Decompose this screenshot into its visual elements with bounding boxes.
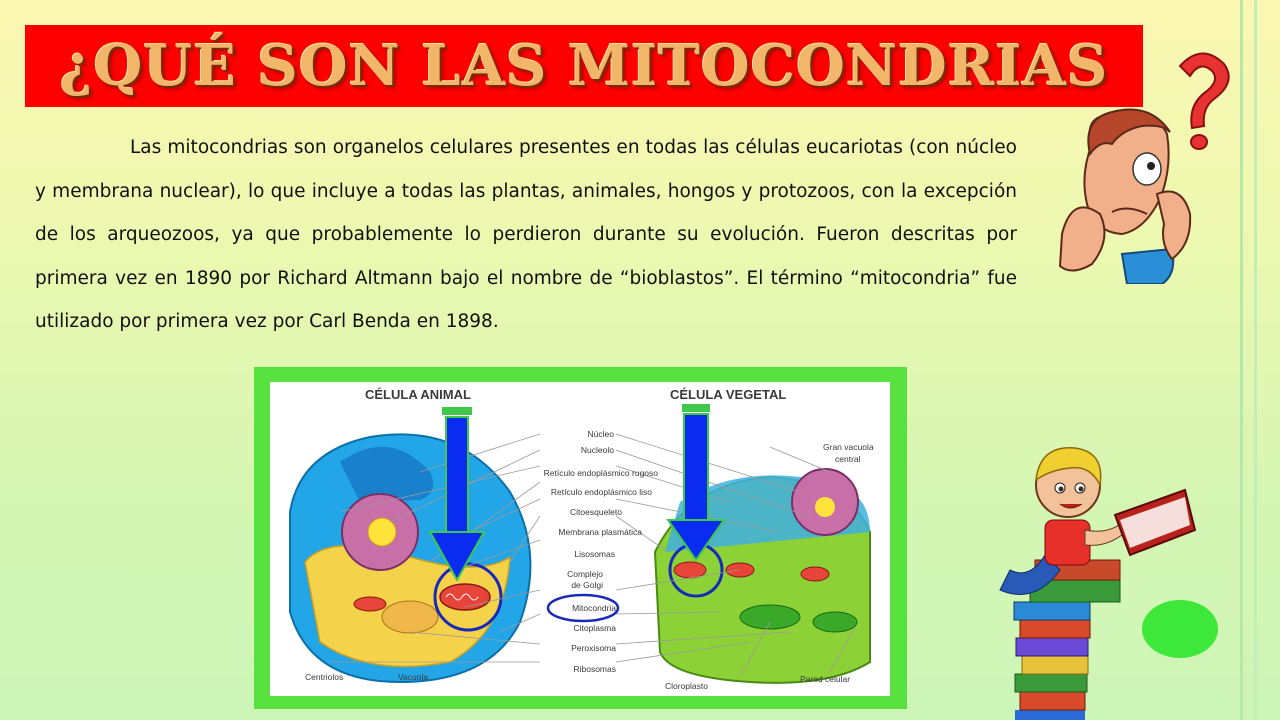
label-citoesqueleto: Citoesqueleto bbox=[570, 507, 622, 517]
green-dot-decoration bbox=[1142, 600, 1218, 658]
label-gran-vacuola: Gran vacuola bbox=[823, 442, 874, 452]
label-membrana: Membrana plasmática bbox=[558, 527, 642, 537]
label-rel: Retículo endoplásmico liso bbox=[550, 487, 652, 497]
label-central: central bbox=[835, 454, 861, 464]
label-nucleolo: Nucleolo bbox=[580, 445, 614, 455]
plant-cell-header: CÉLULA VEGETAL bbox=[670, 387, 787, 402]
animal-cell-header: CÉLULA ANIMAL bbox=[365, 387, 471, 402]
cell-diagram bbox=[270, 382, 890, 696]
boy-on-books-illustration bbox=[990, 430, 1200, 720]
label-citoplasma: Citoplasma bbox=[573, 623, 616, 633]
label-complejo: Complejo bbox=[567, 569, 603, 579]
label-vacuola: Vacuola bbox=[398, 672, 429, 682]
thinking-person-illustration bbox=[1052, 44, 1242, 284]
label-centriolos: Centriolos bbox=[305, 672, 344, 682]
label-nucleo: Núcleo bbox=[587, 429, 614, 439]
cell-diagram-frame bbox=[254, 367, 907, 709]
label-golgi: de Golgi bbox=[571, 580, 603, 590]
label-cloroplasto: Cloroplasto bbox=[665, 681, 708, 691]
label-rer: Retículo endoplásmico rugoso bbox=[543, 468, 658, 478]
intro-paragraph: Las mitocondrias son organelos celulares presentes en todas las células eucariotas (con núcleo y membrana nuclear), lo que incluye a todas las plantas, animales, hongos y protozoos, con la excepción de los arqueozoos, ya que probablemente lo perdieron durante su evolución. Fueron descritas por primera vez en 1890 por Richard Altmann bajo el nombre de “bioblastos”. El término “mitocondria” fue utilizado por primera vez por Carl Benda en 1898. bbox=[35, 137, 1017, 332]
label-pared-celular: Pared celular bbox=[800, 674, 851, 684]
page-title: ¿QUÉ SON LAS MITOCONDRIAS bbox=[59, 33, 1109, 99]
label-peroxisoma: Peroxisoma bbox=[571, 643, 616, 653]
title-banner bbox=[25, 25, 1143, 107]
label-lisosomas: Lisosomas bbox=[574, 549, 615, 559]
label-mitocondria: Mitocondria bbox=[572, 603, 616, 613]
label-ribosomas: Ribosomas bbox=[573, 664, 616, 674]
